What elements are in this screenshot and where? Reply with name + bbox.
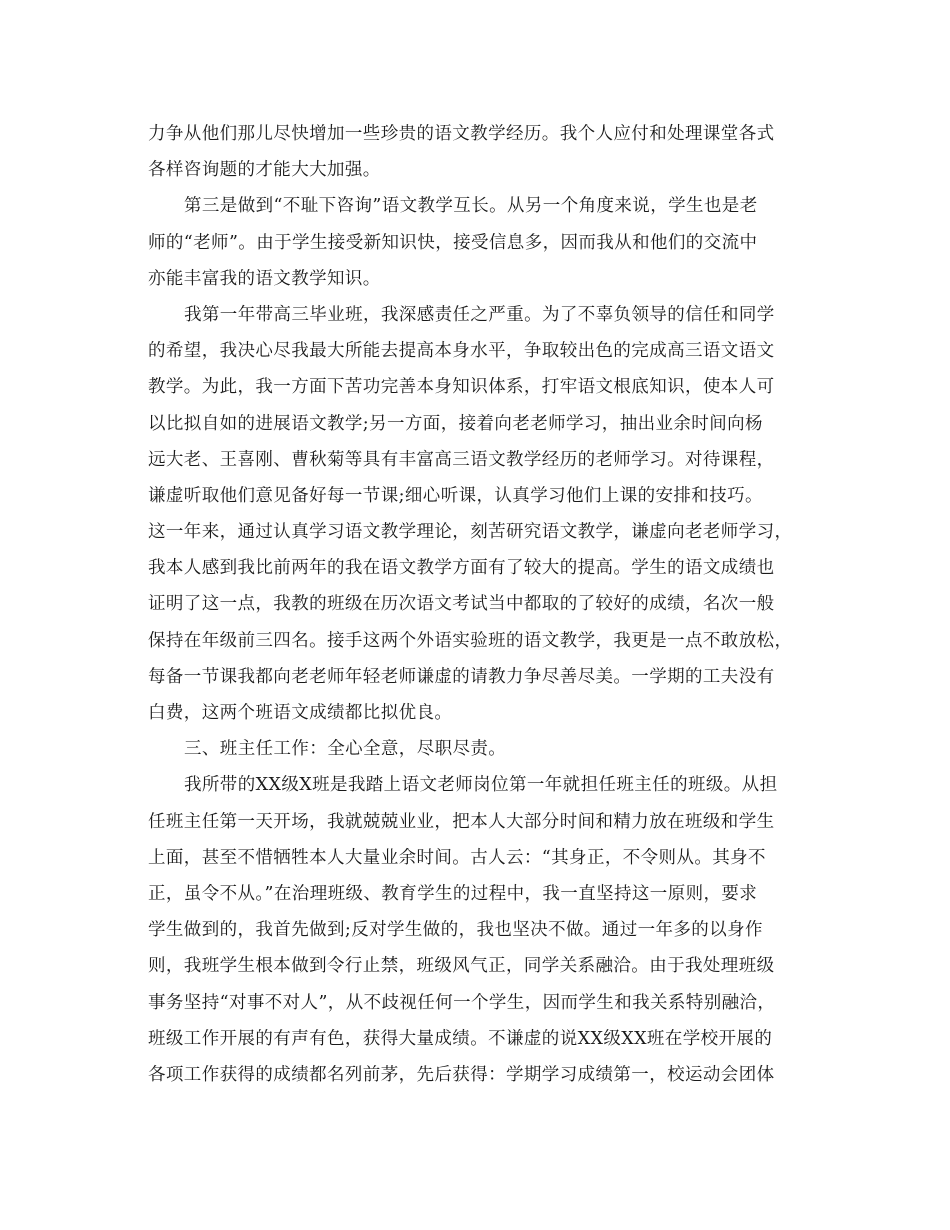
text-line: 谦虚听取他们意见备好每一节课;细心听课，认真学习他们上课的安排和技巧。 bbox=[148, 485, 763, 506]
text-line: 每备一节课我都向老老师年轻老师谦虚的请教力争尽善尽美。一学期的工夫没有 bbox=[148, 666, 775, 687]
text-line: 这一年来，通过认真学习语文教学理论，刻苦研究语文教学，谦虚向老老师学习， bbox=[148, 522, 793, 543]
text-line: 正，虽令不从。”在治理班级、教育学生的过程中，我一直坚持这一原则，要求 bbox=[148, 883, 758, 904]
text-line: 上面，甚至不惜牺牲本人大量业余时间。古人云：“其身正，不令则从。其身不 bbox=[148, 847, 766, 868]
text-line: 第三是做到“不耻下咨询”语文教学互长。从另一个角度来说，学生也是老 bbox=[184, 196, 758, 217]
text-line: 师的“老师”。由于学生接受新知识快，接受信息多，因而我从和他们的交流中 bbox=[148, 232, 758, 253]
text-line: 事务坚持“对事不对人”，从不歧视任何一个学生，因而学生和我关系特别融洽， bbox=[148, 992, 776, 1013]
text-line: 则，我班学生根本做到令行止禁，班级风气正，同学关系融洽。由于我处理班级 bbox=[148, 956, 775, 977]
text-line: 保持在年级前三四名。接手这两个外语实验班的语文教学，我更是一点不敢放松， bbox=[148, 630, 793, 651]
text-line: 三、班主任工作：全心全意，尽职尽责。 bbox=[184, 739, 507, 760]
text-line: 学生做到的，我首先做到;反对学生做的，我也坚决不做。通过一年多的以身作 bbox=[148, 920, 763, 941]
text-line: 白费，这两个班语文成绩都比拟优良。 bbox=[148, 703, 453, 723]
text-line: 我本人感到我比前两年的我在语文教学方面有了较大的提高。学生的语文成绩也 bbox=[148, 558, 775, 579]
text-line: 证明了这一点，我教的班级在历次语文考试当中都取的了较好的成绩，名次一般 bbox=[148, 594, 775, 615]
text-line: 任班主任第一天开场，我就兢兢业业，把本人大部分时间和精力放在班级和学生 bbox=[148, 811, 775, 832]
text-line: 各项工作获得的成绩都名列前茅，先后获得：学期学习成绩第一，校运动会团体 bbox=[148, 1064, 775, 1085]
text-line: 我第一年带高三毕业班，我深感责任之严重。为了不辜负领导的信任和同学 bbox=[184, 304, 775, 325]
text-line: 远大老、王喜刚、曹秋菊等具有丰富高三语文教学经历的老师学习。对待课程， bbox=[148, 449, 775, 470]
text-line: 教学。为此，我一方面下苦功完善本身知识体系，打牢语文根底知识，使本人可 bbox=[148, 377, 775, 398]
text-line: 班级工作开展的有声有色，获得大量成绩。不谦虚的说XX级XX班在学校开展的 bbox=[148, 1028, 773, 1049]
text-line: 力争从他们那儿尽快增加一些珍贵的语文教学经历。我个人应付和处理课堂各式 bbox=[148, 124, 775, 144]
text-line: 各样咨询题的才能大大加强。 bbox=[148, 160, 381, 181]
text-line: 以比拟自如的进展语文教学;另一方面，接着向老老师学习，抽出业余时间向杨 bbox=[148, 413, 763, 434]
text-line: 亦能丰富我的语文教学知识。 bbox=[148, 268, 381, 289]
text-line: 我所带的XX级X班是我踏上语文老师岗位第一年就担任班主任的班级。从担 bbox=[184, 775, 778, 796]
document-body-text bbox=[148, 116, 808, 1093]
text-line: 的希望，我决心尽我最大所能去提高本身水平，争取较出色的完成高三语文语文 bbox=[148, 341, 775, 362]
